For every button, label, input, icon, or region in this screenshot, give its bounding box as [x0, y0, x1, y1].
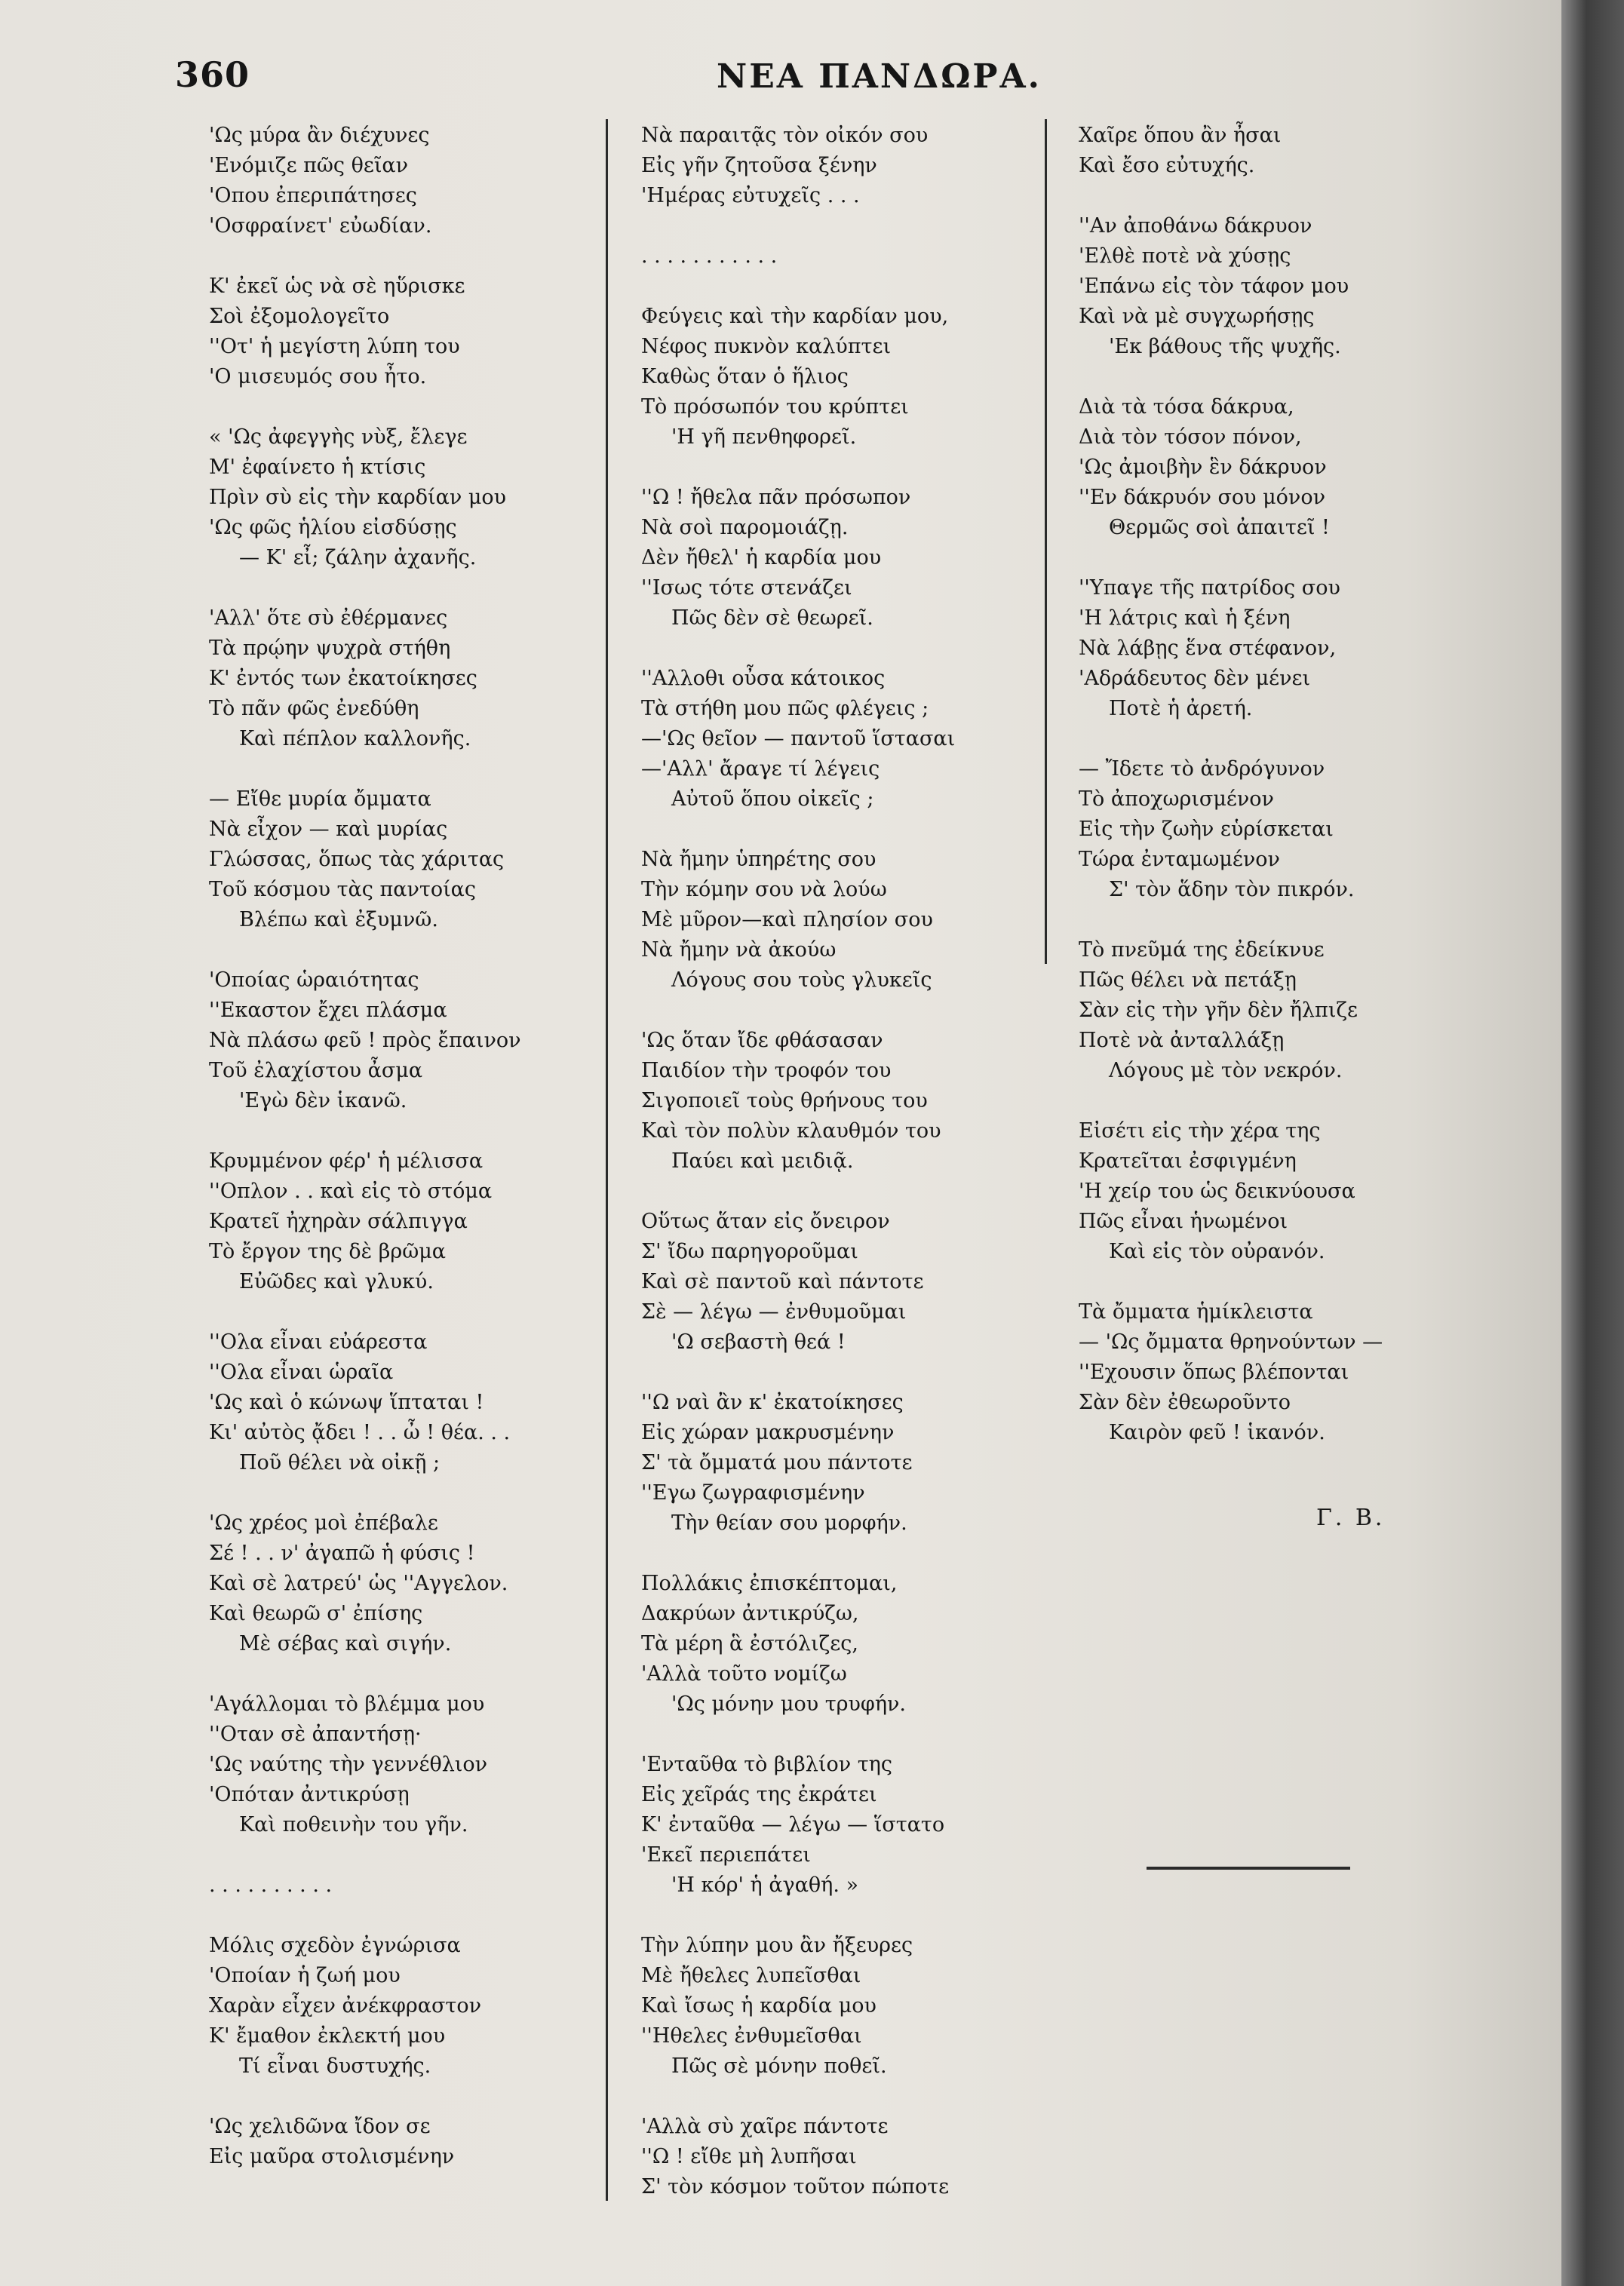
verse-line: ''Εγω ζωγραφισμένην [641, 1481, 865, 1505]
stanza [209, 2112, 601, 2172]
verse-line: Νὰ παραιτᾷς τὸν οἰκόν σου [641, 124, 929, 147]
verse-line: Τί εἶναι δυστυχής. [239, 2054, 431, 2078]
running-title: ΝΕΑ ΠΑΝΔΩΡΑ. [717, 57, 1042, 96]
verse-line: Θερμῶς σοὶ ἀπαιτεῖ ! [1109, 516, 1330, 539]
verse-line: Πρὶν σὺ εἰς τὴν καρδίαν μου [209, 486, 507, 509]
verse-line: 'Η κόρ' ἡ ἀγαθή. » [671, 1873, 859, 1897]
verse-line: ''Ω ναὶ ἂν κ' ἐκατοίκησες [641, 1391, 904, 1414]
verse-line: ''Αν ἀποθάνω δάκρυον [1079, 214, 1312, 238]
stanza [641, 1026, 1033, 1177]
verse-line: 'Οπου ἐπεριπάτησες [209, 184, 417, 207]
verse-line: ''Εκαστον ἔχει πλάσμα [209, 999, 447, 1022]
verse-line: Νὰ ἤμην ὑπηρέτης σου [641, 848, 876, 871]
verse-line: 'Αλλὰ τοῦτο νομίζω [641, 1662, 847, 1686]
verse-line: Καὶ ἔσο εὐτυχής. [1079, 154, 1255, 177]
verse-line: Μόλις σχεδὸν ἐγνώρισα [209, 1934, 461, 1957]
stanza [209, 1870, 601, 1901]
verse-line: Μὲ σέβας καὶ σιγήν. [239, 1632, 452, 1655]
verse-line: . . . . . . . . . . . [641, 244, 778, 268]
stanza [209, 272, 601, 392]
verse-line: 'Ενόμιζε πῶς θεῖαν [209, 154, 409, 177]
signature: Γ. Β. [1316, 1505, 1386, 1531]
verse-line: Κ' ἐνταῦθα — λέγω — ἵστατο [641, 1813, 945, 1836]
verse-line: ''Ω ! εἴθε μὴ λυπῆσαι [641, 2145, 857, 2168]
stanza [209, 965, 601, 1116]
verse-line: Χαρὰν εἶχεν ἀνέκφραστον [209, 1994, 482, 2018]
verse-line: 'Αδράδευτος δὲν μένει [1079, 667, 1311, 690]
stanza [209, 121, 601, 241]
verse-line: Κρυμμένον φέρ' ἡ μέλισσα [209, 1149, 484, 1173]
verse-line: Τώρα ἐνταμωμένον [1079, 848, 1280, 871]
verse-line: Τὰ πρῴην ψυχρὰ στήθη [209, 637, 451, 660]
verse-line: Κρατεῖ ἠχηρὰν σάλπιγγα [209, 1210, 468, 1233]
verse-line: ''Ολα εἶναι εὐάρεστα [209, 1330, 428, 1354]
stanza [1079, 211, 1471, 362]
verse-line: Μὲ μῦρον—καὶ πλησίον σου [641, 908, 933, 931]
verse-line: Παιδίον τὴν τροφόν του [641, 1059, 892, 1082]
stanza [641, 2112, 1033, 2202]
verse-line: Κ' ἔμαθον ἐκλεκτή μου [209, 2024, 446, 2048]
verse-line: Φεύγεις καὶ τὴν καρδίαν μου, [641, 305, 949, 328]
stanza [209, 422, 601, 573]
verse-line: 'Ως ὅταν ἴδε φθάσασαν [641, 1029, 883, 1052]
verse-line: Νέφος πυκνὸν καλύπτει [641, 335, 892, 358]
verse-line: 'Εγὼ δὲν ἱκανῶ. [239, 1089, 407, 1112]
verse-line: Ποῦ θέλει νὰ οἰκῇ ; [239, 1451, 441, 1474]
verse-line: Νὰ λάβῃς ἕνα στέφανον, [1079, 637, 1337, 660]
stanza [641, 1388, 1033, 1539]
stanza [641, 121, 1033, 211]
verse-line: 'Εκ βάθους τῆς ψυχῆς. [1109, 335, 1341, 358]
verse-line: Πῶς σὲ μόνην ποθεῖ. [671, 2054, 887, 2078]
verse-line: 'Αγάλλομαι τὸ βλέμμα μου [209, 1692, 485, 1716]
verse-line: Πολλάκις ἐπισκέπτομαι, [641, 1572, 898, 1595]
verse-line: 'Ο μισευμός σου ἦτο. [209, 365, 427, 388]
stanza [209, 784, 601, 935]
column-1 [209, 121, 601, 2202]
verse-line: ''Ω ! ἤθελα πᾶν πρόσωπον [641, 486, 911, 509]
verse-line: Βλέπω καὶ ἐξυμνῶ. [239, 908, 438, 931]
verse-line: 'Ως μόνην μου τρυφήν. [671, 1692, 907, 1716]
stanza [209, 1689, 601, 1840]
verse-line: Τοῦ ἐλαχίστου ἆσμα [209, 1059, 423, 1082]
verse-line: 'Ως καὶ ὁ κώνωψ ἵπταται ! [209, 1391, 484, 1414]
verse-line: 'Ως ἀμοιβὴν ἓν δάκρυον [1079, 456, 1327, 479]
verse-line: — Κ' εἶ; ζάλην ἀχανῆς. [239, 546, 477, 569]
verse-line: — 'Ως ὄμματα θρηνούντων — [1079, 1330, 1383, 1354]
verse-line: Εὐῶδες καὶ γλυκύ. [239, 1270, 434, 1293]
verse-line: 'Ενταῦθα τὸ βιβλίον της [641, 1753, 892, 1776]
verse-line: Οὕτως ἅταν εἰς ὄνειρον [641, 1210, 890, 1233]
stanza [641, 302, 1033, 453]
verse-line: Τὸ ἔργον της δὲ βρῶμα [209, 1240, 447, 1263]
verse-line: 'Αλλὰ σὺ χαῖρε πάντοτε [641, 2115, 889, 2138]
verse-line: Νὰ σοὶ παρομοιάζῃ. [641, 516, 849, 539]
stanza [641, 1931, 1033, 2082]
column-divider [606, 119, 608, 2201]
stanza [1079, 573, 1471, 724]
verse-line: Σέ ! . . ν' ἀγαπῶ ἡ φύσις ! [209, 1542, 475, 1565]
verse-line: Καὶ σὲ παντοῦ καὶ πάντοτε [641, 1270, 924, 1293]
verse-line: 'Οποίας ὡραιότητας [209, 968, 419, 992]
verse-line: Κρατεῖται ἐσφιγμένη [1079, 1149, 1297, 1173]
verse-line: Νὰ ἤμην νὰ ἀκούω [641, 938, 837, 962]
stanza [641, 1569, 1033, 1720]
verse-line: Σ' τὸν ἅδην τὸν πικρόν. [1109, 878, 1355, 901]
verse-line: Τὸ πρόσωπόν του κρύπτει [641, 395, 909, 419]
verse-line: — Εἴθε μυρία ὄμματα [209, 787, 431, 811]
verse-line: Καιρὸν φεῦ ! ἱκανόν. [1109, 1421, 1325, 1444]
column-2 [641, 121, 1033, 2232]
verse-line: Ποτὲ ἡ ἀρετή. [1109, 697, 1253, 720]
verse-line: Μὲ ἤθελες λυπεῖσθαι [641, 1964, 861, 1987]
verse-line: 'Οσφραίνετ' εὐωδίαν. [209, 214, 432, 238]
verse-line: Καὶ τὸν πολὺν κλαυθμόν του [641, 1119, 941, 1143]
stanza [1079, 754, 1471, 905]
verse-line: Τὰ ὄμματα ἡμίκλειστα [1079, 1300, 1313, 1324]
verse-line: ''Εχουσιν ὅπως βλέπονται [1079, 1361, 1349, 1384]
verse-line: 'Ω σεβαστὴ θεά ! [671, 1330, 846, 1354]
verse-line: Γλώσσας, ὅπως τὰς χάριτας [209, 848, 505, 871]
verse-line: 'Η γῆ πενθηφορεῖ. [671, 425, 857, 449]
verse-line: ''Ηθελες ἐνθυμεῖσθαι [641, 2024, 862, 2048]
verse-line: Τὴν θείαν σου μορφήν. [671, 1511, 907, 1535]
column-divider [1045, 119, 1047, 964]
verse-line: —'Ως θεῖον — παντοῦ ἵστασαι [641, 727, 956, 750]
stanza [641, 1207, 1033, 1358]
verse-line: ''Ολα εἶναι ὡραῖα [209, 1361, 394, 1384]
verse-line: Τὴν λύπην μου ἂν ἤξευρες [641, 1934, 913, 1957]
verse-line: Τὰ μέρη ἃ ἐστόλιζες, [641, 1632, 858, 1655]
verse-line: 'Ως μύρα ἂν διέχυνες [209, 124, 430, 147]
verse-line: Σὰν εἰς τὴν γῆν δὲν ἤλπιζε [1079, 999, 1358, 1022]
verse-line: Νὰ εἶχον — καὶ μυρίας [209, 818, 448, 841]
verse-line: 'Ελθὲ ποτὲ νὰ χύσῃς [1079, 244, 1291, 268]
page-number: 360 [175, 54, 250, 95]
verse-line: Ποτὲ νὰ ἀνταλλάξῃ [1079, 1029, 1285, 1052]
verse-line: 'Επάνω εἰς τὸν τάφον μου [1079, 275, 1349, 298]
verse-line: Σιγοποιεῖ τοὺς θρήνους του [641, 1089, 928, 1112]
verse-line: Σ' τὸν κόσμον τοῦτον πώποτε [641, 2175, 950, 2199]
verse-line: Δὲν ἤθελ' ἡ καρδία μου [641, 546, 882, 569]
book-edge [1561, 0, 1624, 2286]
verse-line: Παύει καὶ μειδιᾷ. [671, 1149, 854, 1173]
verse-line: ''Ισως τότε στενάζει [641, 576, 852, 600]
verse-line: Λόγους μὲ τὸν νεκρόν. [1109, 1059, 1343, 1082]
verse-line: ''Οταν σὲ ἀπαντήσῃ· [209, 1723, 422, 1746]
verse-line: Πῶς θέλει νὰ πετάξῃ [1079, 968, 1297, 992]
verse-line: 'Οποίαν ἡ ζωή μου [209, 1964, 401, 1987]
verse-line: ''Οτ' ἡ μεγίστη λύπη του [209, 335, 460, 358]
stanza [641, 664, 1033, 815]
verse-line: Διὰ τὰ τόσα δάκρυα, [1079, 395, 1294, 419]
verse-line: Καὶ ποθεινὴν του γῆν. [239, 1813, 468, 1836]
stanza [209, 1508, 601, 1659]
verse-line: Καὶ εἰς τὸν οὐρανόν. [1109, 1240, 1325, 1263]
verse-line: Δακρύων ἀντικρύζω, [641, 1602, 859, 1625]
verse-line: Σὰν δὲν ἐθεωροῦντο [1079, 1391, 1291, 1414]
verse-line: . . . . . . . . . . [209, 1873, 333, 1897]
verse-line: « 'Ως ἀφεγγὴς νὺξ, ἔλεγε [209, 425, 468, 449]
verse-line: Τὸ πνεῦμά της ἐδείκνυε [1079, 938, 1325, 962]
verse-line: Καθὼς ὅταν ὁ ἥλιος [641, 365, 849, 388]
verse-line: — Ἴδετε τὸ ἀνδρόγυνον [1079, 757, 1325, 781]
stanza [641, 1750, 1033, 1901]
verse-line: Σοὶ ἐξομολογεῖτο [209, 305, 390, 328]
stanza [1079, 392, 1471, 543]
verse-line: 'Ημέρας εὐτυχεῖς . . . [641, 184, 860, 207]
stanza [209, 1146, 601, 1297]
verse-line: Χαῖρε ὅπου ἂν ἦσαι [1079, 124, 1282, 147]
stanza [209, 603, 601, 754]
verse-line: Κ' ἐντός των ἐκατοίκησες [209, 667, 477, 690]
verse-line: Τὸ πᾶν φῶς ἐνεδύθη [209, 697, 419, 720]
verse-line: Καὶ σὲ λατρεύ' ὡς ''Αγγελον. [209, 1572, 508, 1595]
verse-line: Κ' ἐκεῖ ὡς νὰ σὲ ηὕρισκε [209, 275, 465, 298]
verse-line: ''Εν δάκρυόν σου μόνον [1079, 486, 1326, 509]
verse-line: Τὰ στήθη μου πῶς φλέγεις ; [641, 697, 929, 720]
end-rule [1147, 1867, 1350, 1870]
stanza [209, 1327, 601, 1478]
verse-line: 'Ως φῶς ἡλίου εἰσδύσῃς [209, 516, 457, 539]
verse-line: Κι' αὐτὸς ᾄδει ! . . ὦ ! θέα. . . [209, 1421, 511, 1444]
stanza [641, 483, 1033, 634]
verse-line: Πῶς εἶναι ἡνωμένοι [1079, 1210, 1288, 1233]
verse-line: Τὸ ἀποχωρισμένον [1079, 787, 1274, 811]
stanza [1079, 1116, 1471, 1267]
verse-line: Σὲ — λέγω — ἐνθυμοῦμαι [641, 1300, 907, 1324]
verse-line: 'Αλλ' ὅτε σὺ ἐθέρμανες [209, 606, 448, 630]
verse-line: Τοῦ κόσμου τὰς παντοίας [209, 878, 477, 901]
verse-line: Πῶς δὲν σὲ θεωρεῖ. [671, 606, 873, 630]
verse-line: ''Υπαγε τῆς πατρίδος σου [1079, 576, 1340, 600]
verse-line: 'Η λάτρις καὶ ἡ ξένη [1079, 606, 1291, 630]
stanza [641, 241, 1033, 272]
verse-line: Διὰ τὸν τόσον πόνον, [1079, 425, 1302, 449]
stanza [1079, 935, 1471, 1086]
verse-line: Εἰς γῆν ζητοῦσα ξένην [641, 154, 877, 177]
verse-line: Νὰ πλάσω φεῦ ! πρὸς ἔπαινον [209, 1029, 521, 1052]
verse-line: Μ' ἐφαίνετο ἡ κτίσις [209, 456, 426, 479]
verse-line: Αὐτοῦ ὅπου οἰκεῖς ; [671, 787, 874, 811]
verse-line: Καὶ νὰ μὲ συγχωρήσῃς [1079, 305, 1315, 328]
verse-line: ''Οπλον . . καὶ εἰς τὸ στόμα [209, 1180, 493, 1203]
stanza [209, 1931, 601, 2082]
verse-line: Εἰς χώραν μακρυσμένην [641, 1421, 895, 1444]
verse-line: —'Αλλ' ἄραγε τί λέγεις [641, 757, 880, 781]
verse-line: 'Ως χρέος μοὶ ἐπέβαλε [209, 1511, 438, 1535]
verse-line: Καὶ θεωρῶ σ' ἐπίσης [209, 1602, 423, 1625]
stanza [1079, 121, 1471, 181]
column-3 [1079, 121, 1471, 1478]
stanza [1079, 1297, 1471, 1448]
verse-line: Λόγους σου τοὺς γλυκεῖς [671, 968, 932, 992]
verse-line: Τὴν κόμην σου νὰ λούω [641, 878, 887, 901]
verse-line: 'Ως χελιδῶνα ἴδον σε [209, 2115, 431, 2138]
verse-line: 'Οπόταν ἀντικρύσῃ [209, 1783, 410, 1806]
verse-line: Καὶ πέπλον καλλονῆς. [239, 727, 471, 750]
verse-line: 'Η χείρ του ὡς δεικνύουσα [1079, 1180, 1355, 1203]
verse-line: Σ' ἴδω παρηγοροῦμαι [641, 1240, 858, 1263]
verse-line: Εἰσέτι εἰς τὴν χέρα της [1079, 1119, 1321, 1143]
verse-line: ''Αλλοθι οὖσα κάτοικος [641, 667, 886, 690]
verse-line: 'Ως ναύτης τὴν γεννέθλιον [209, 1753, 488, 1776]
verse-line: Εἰς χεῖράς της ἐκράτει [641, 1783, 877, 1806]
verse-line: Καὶ ἴσως ἡ καρδία μου [641, 1994, 876, 2018]
verse-line: Εἰς τὴν ζωὴν εὑρίσκεται [1079, 818, 1334, 841]
verse-line: Σ' τὰ ὄμματά μου πάντοτε [641, 1451, 913, 1474]
verse-line: Εἰς μαῦρα στολισμένην [209, 2145, 455, 2168]
verse-line: 'Εκεῖ περιεπάτει [641, 1843, 811, 1867]
stanza [641, 845, 1033, 996]
